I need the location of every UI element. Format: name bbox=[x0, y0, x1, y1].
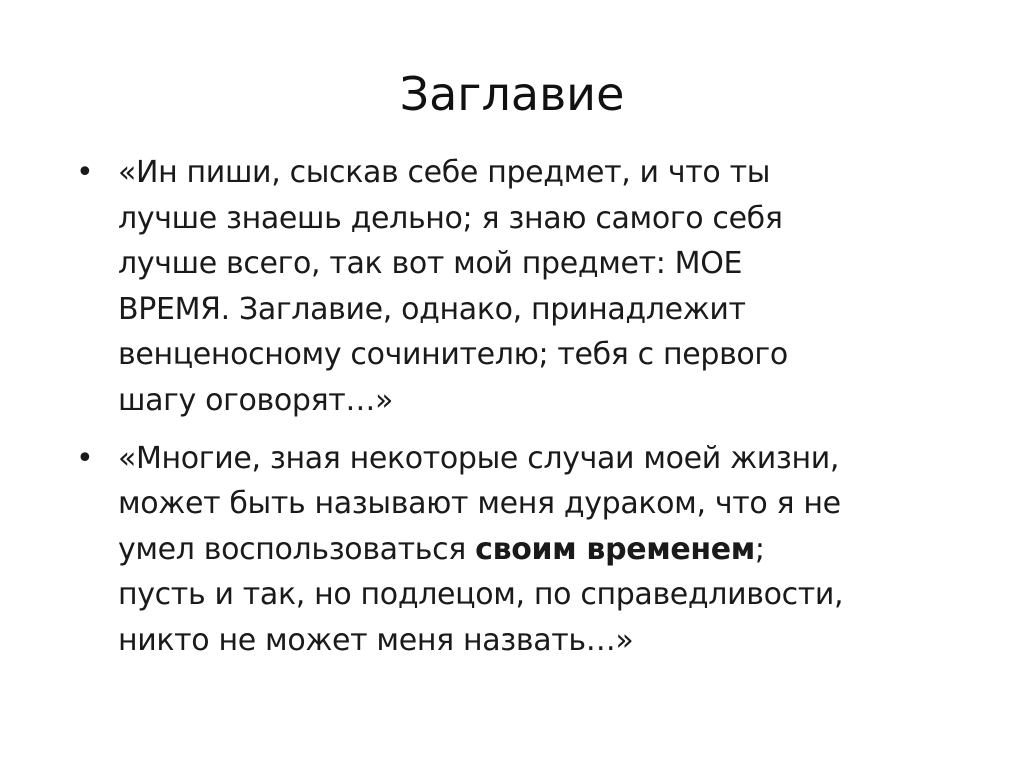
bullet-2-line-2: может быть называют меня дураком, что я не bbox=[118, 486, 841, 522]
bullet-2-line-5: никто не может меня назвать…» bbox=[118, 622, 634, 658]
bullet-2-line-3 bbox=[118, 527, 992, 573]
bullet-1-line-2: лучше знаешь дельно; я знаю самого себя bbox=[118, 200, 783, 236]
bullet-2-line-4: пусть и так, но подлецом, по справедливости, bbox=[118, 577, 844, 613]
bullet-1-line-1: «Ин пиши, сыскав себе предмет, и что ты bbox=[118, 155, 771, 190]
bullet-1-line-6: шагу оговорят…» bbox=[118, 382, 394, 418]
bullet-item-1 bbox=[72, 150, 992, 424]
bullet-1-line-4: ВРЕМЯ. Заглавие, однако, принадлежит bbox=[118, 291, 746, 327]
emphasized-phrase: своим временем bbox=[475, 531, 755, 567]
bullet-list bbox=[72, 150, 992, 676]
bullet-2-line-3-punct: ; bbox=[754, 531, 765, 567]
bullet-2-line-1: «Многие, зная некоторые случаи моей жизни, bbox=[118, 440, 840, 476]
bullet-1-line-3: лучше всего, так вот мой предмет: МОЕ bbox=[118, 246, 743, 282]
bullet-icon: • bbox=[76, 155, 94, 190]
bullet-2-line-3-text: умел воспользоваться bbox=[118, 531, 476, 567]
bullet-item-2 bbox=[72, 436, 992, 664]
slide-title: Заглавие bbox=[399, 67, 625, 121]
bullet-1-line-5: венценосному сочинителю; тебя с первого bbox=[118, 337, 788, 373]
bullet-icon: • bbox=[76, 440, 94, 476]
